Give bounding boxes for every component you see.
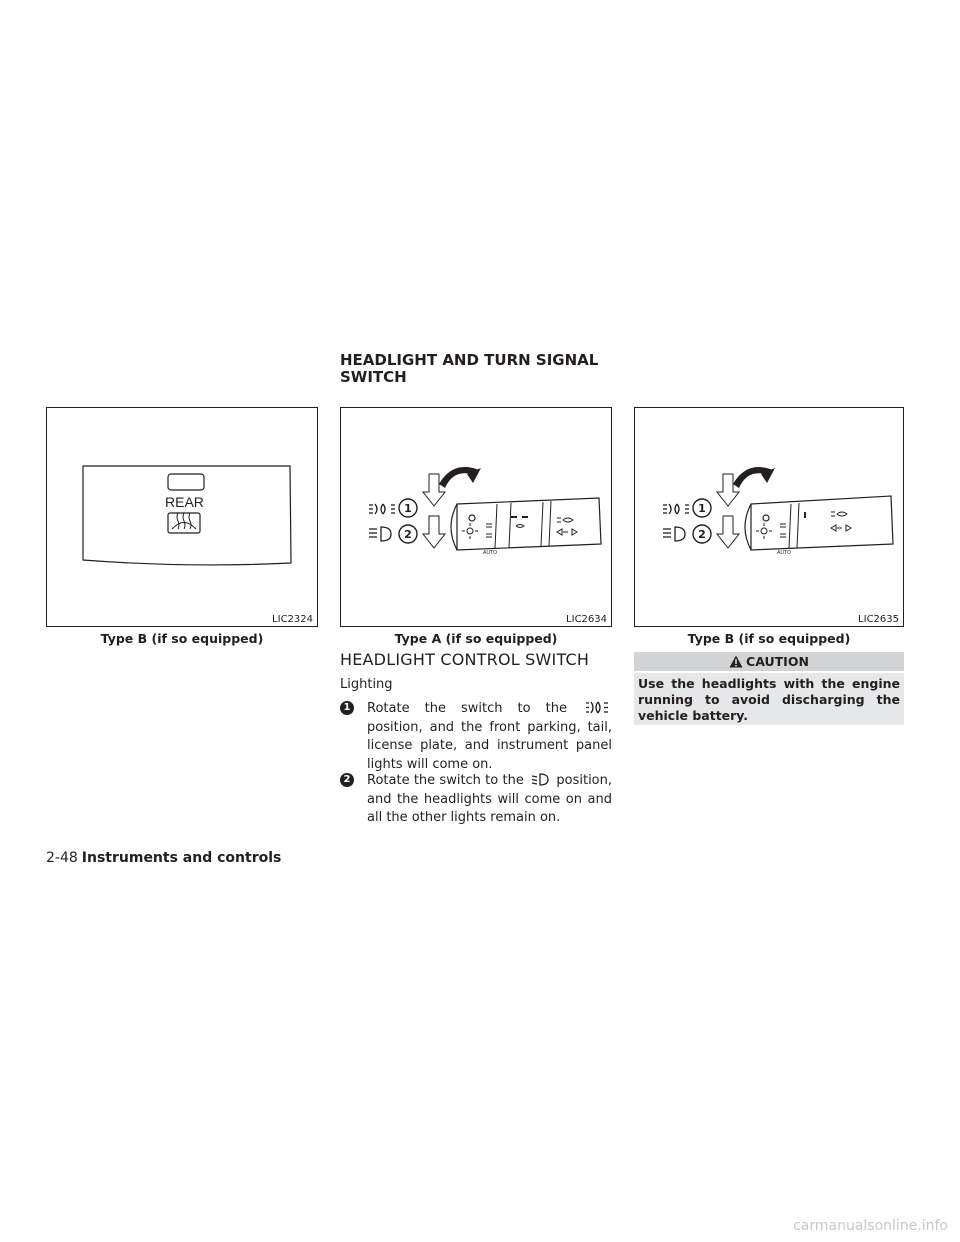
figure-code: LIC2635 [858, 614, 899, 625]
figure-caption: Type B (if so equipped) [687, 631, 851, 646]
step-1 [340, 700, 612, 774]
step-text-after: position, and the front parking, tail, license plate, and instrument panel lights will come on. [367, 719, 612, 772]
figure-code: LIC2324 [272, 614, 313, 625]
step-2 [340, 772, 612, 828]
step-text-before: Rotate the switch to the [367, 773, 524, 788]
dial-auto-label: AUTO [777, 550, 792, 556]
callout-1: 1 [404, 502, 412, 515]
figure-caption: Type A (if so equipped) [394, 631, 558, 646]
step-text-before: Rotate the switch to the [367, 701, 567, 716]
headlight-control-heading: HEADLIGHT CONTROL SWITCH [340, 650, 590, 669]
figure-stalk-type-a [340, 407, 612, 627]
caution-text: Use the headlights with the engine running to avoid discharging the vehicle battery. [634, 673, 904, 725]
lighting-subheading: Lighting [340, 677, 393, 692]
callout-1: 1 [698, 502, 706, 515]
step-number: 1 [340, 701, 354, 715]
callout-2: 2 [698, 528, 706, 541]
warning-icon [729, 655, 743, 668]
step-text-after: position, and the headlights will come on and all the other lights remain on. [367, 773, 612, 825]
stalk-type-a-illustration [341, 408, 613, 628]
dial-auto-label: AUTO [483, 550, 498, 556]
caution-header [634, 652, 904, 671]
stalk-type-b-illustration [635, 408, 905, 628]
figure-rear-defroster [46, 407, 318, 627]
page-number: 2-48 [46, 850, 78, 866]
rear-label: REAR [165, 494, 204, 510]
parking-light-icon [585, 701, 609, 714]
headlight-icon [531, 773, 549, 786]
section-title: HEADLIGHT AND TURN SIGNAL SWITCH [340, 351, 599, 386]
page-footer [46, 850, 281, 866]
footer-section: Instruments and controls [81, 850, 282, 866]
rear-defroster-illustration [47, 408, 319, 628]
figure-code: LIC2634 [566, 614, 607, 625]
figure-caption: Type B (if so equipped) [100, 631, 264, 646]
watermark: carmanualsonline.info [793, 1218, 948, 1234]
figure-stalk-type-b [634, 407, 904, 627]
step-number: 2 [340, 773, 354, 787]
callout-2: 2 [404, 528, 412, 541]
caution-title: CAUTION [746, 654, 809, 669]
